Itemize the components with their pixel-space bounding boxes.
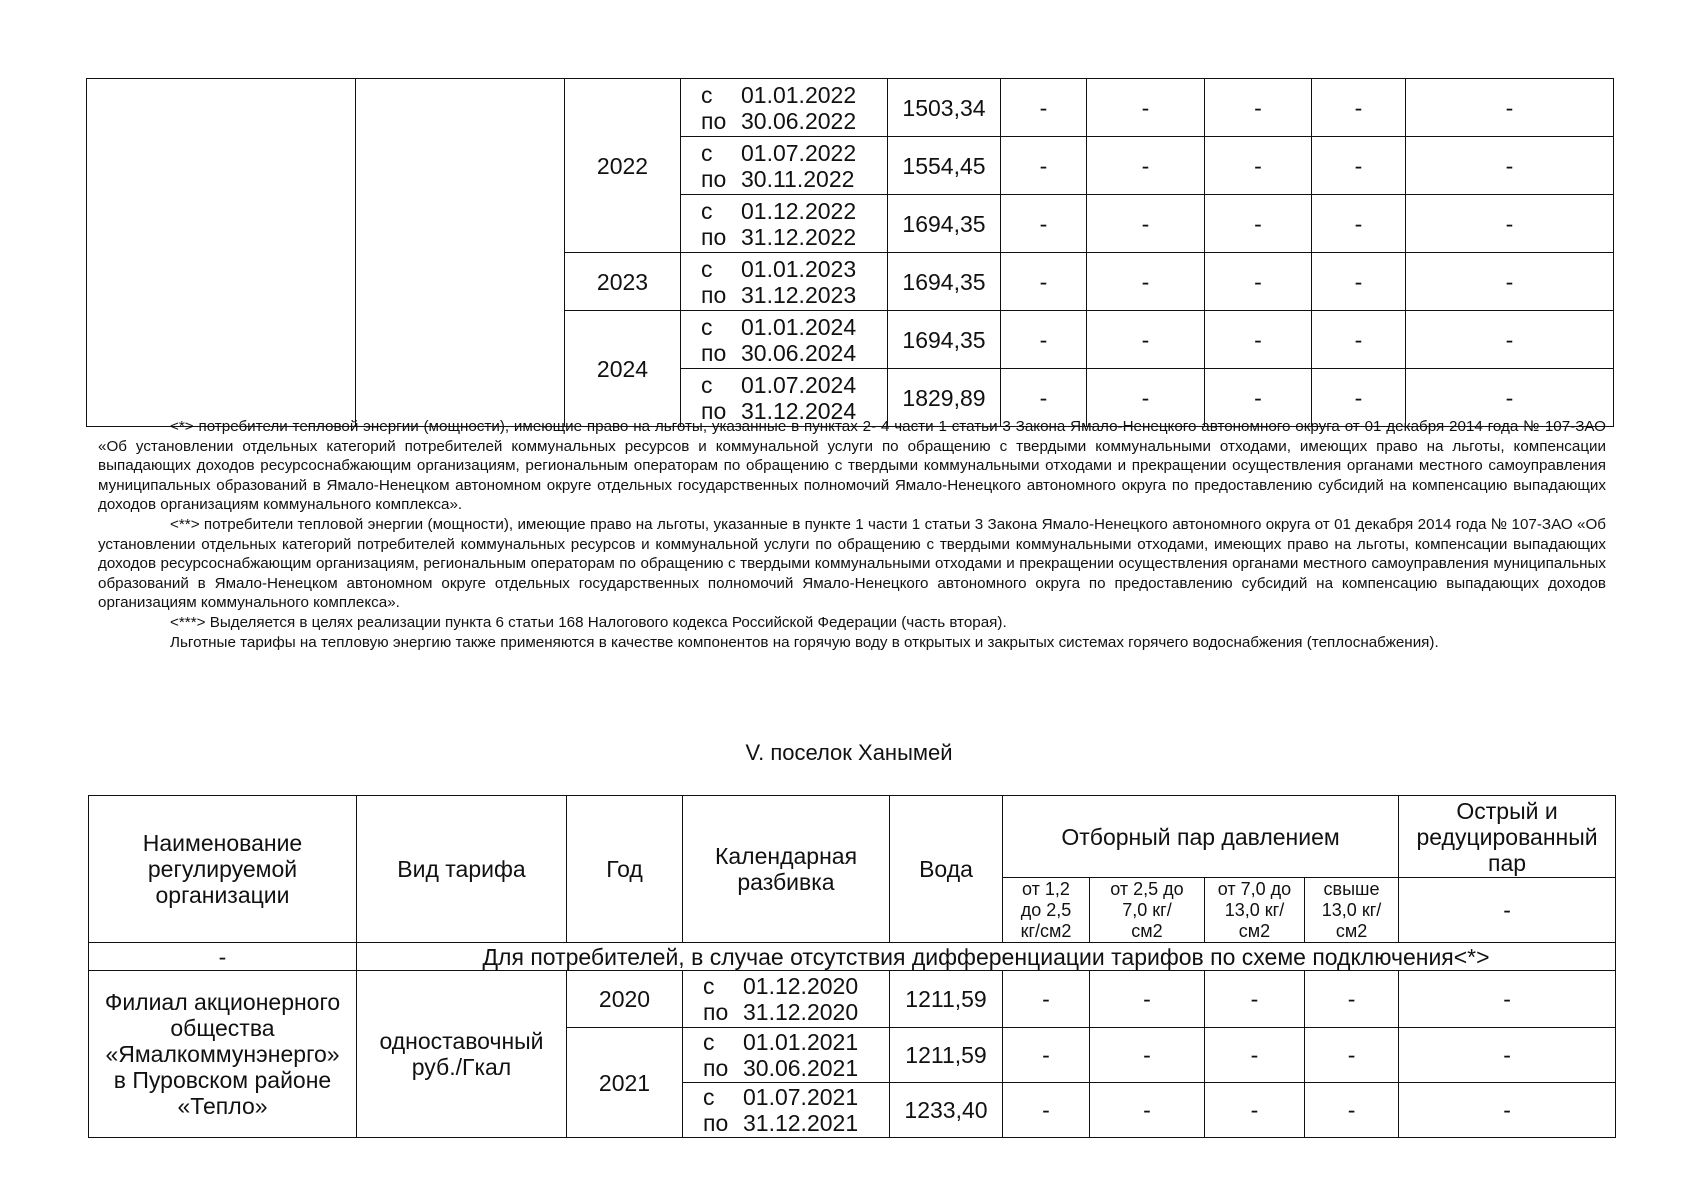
- tariff-table-khanymey: [88, 795, 1616, 1138]
- period-cell: с 01.12.2022 по 31.12.2022: [681, 195, 888, 253]
- water-cell: 1211,59: [890, 1028, 1003, 1083]
- period-cell: с 01.07.2024 по 31.12.2024: [681, 369, 888, 427]
- water-cell: 1554,45: [888, 137, 1001, 195]
- header-row: [89, 796, 1616, 878]
- dash-cell: -: [1312, 311, 1406, 369]
- dash-cell: -: [1090, 1083, 1205, 1138]
- dash-cell: -: [1406, 137, 1614, 195]
- dash-cell: -: [1399, 1083, 1616, 1138]
- dash-cell: -: [1205, 971, 1305, 1028]
- dash-cell: -: [1003, 1028, 1090, 1083]
- footnote-4: Льготные тарифы на тепловую энергию также применяются в качестве компонентов на горячую воду в открытых и закрытых системах горячего водоснабжения (теплоснабжения).: [170, 633, 1439, 651]
- tariff-type-cell: одноставочный руб./Гкал: [357, 971, 567, 1138]
- pressure-3: от 7,0 до 13,0 кг/см2: [1205, 878, 1305, 943]
- period-cell: с 01.01.2022 по 30.06.2022: [681, 79, 888, 137]
- period-cell: с 01.07.2021 по 31.12.2021: [683, 1083, 890, 1138]
- dash-cell: -: [1001, 369, 1087, 427]
- header-steam: Отборный пар давлением: [1003, 796, 1399, 878]
- footnote-1: <*> потребители тепловой энергии (мощности), имеющие право на льготы, указанные в пунктах 2- 4 части 1 статьи 3 Закона Ямало-Ненецкого автономного округа от 01 декабря 2014 года № 107-ЗАО «Об установлении отдельных категорий потребителей коммунальных ресурсов и коммунальной услуги по обращению с твердыми коммунальными отходами, имеющих право на льготы, компенсации выпадающих доходов ресурсоснабжающим организациям, региональным операторам по обращению с твердыми коммунальными отходами и прекращении осуществления органами местного самоуправления муниципальных образований в Ямало-Ненецком автономном округе отдельных государственных полномочий Ямало-Ненецкого автономного округа по предоставлению субсидий на компенсацию выпадающих доходов организациям коммунального комплекса».: [98, 418, 1606, 514]
- dash-cell: -: [89, 943, 357, 971]
- dash-cell: -: [1090, 971, 1205, 1028]
- dash-cell: -: [1003, 1083, 1090, 1138]
- org-name-cell: Филиал акционерного общества «Ямалкоммунэнерго» в Пуровском районе «Тепло»: [89, 971, 357, 1138]
- year-cell: 2023: [565, 253, 681, 311]
- dash-cell: -: [1312, 253, 1406, 311]
- dash-cell: -: [1305, 1083, 1399, 1138]
- dash-cell: -: [1087, 79, 1205, 137]
- header-year: Год: [567, 796, 683, 943]
- tariff-table-continuation: [86, 78, 1614, 427]
- dash-cell: -: [1087, 195, 1205, 253]
- dash-cell: -: [1205, 369, 1312, 427]
- dash-cell: -: [1087, 369, 1205, 427]
- footnote-2: <**> потребители тепловой энергии (мощности), имеющие право на льготы, указанные в пункте 1 части 1 статьи 3 Закона Ямало-Ненецкого автономного округа от 01 декабря 2014 года № 107-ЗАО «Об установлении отдельных категорий потребителей коммунальных ресурсов и коммунальной услуги по обращению с твердыми коммунальными отходами, имеющих право на льготы, компенсации выпадающих доходов ресурсоснабжающим организациям, региональным операторам по обращению с твердыми коммунальными отходами и прекращении осуществления органами местного самоуправления муниципальных образований в Ямало-Ненецком автономном округе отдельных государственных полномочий Ямало-Ненецкого автономного округа по предоставлению субсидий на компенсацию выпадающих доходов организациям коммунального комплекса».: [98, 515, 1606, 612]
- dash-cell: -: [1087, 137, 1205, 195]
- dash-cell: -: [1205, 1028, 1305, 1083]
- dash-cell: -: [1087, 253, 1205, 311]
- dash-cell: -: [1090, 1028, 1205, 1083]
- group-row: [89, 943, 1616, 971]
- period-cell: с 01.01.2024 по 30.06.2024: [681, 311, 888, 369]
- dash-cell: -: [1205, 137, 1312, 195]
- dash-cell: -: [1399, 971, 1616, 1028]
- period-cell: с 01.07.2022 по 30.11.2022: [681, 137, 888, 195]
- dash-cell: -: [1312, 369, 1406, 427]
- header-tariff-type: Вид тарифа: [357, 796, 567, 943]
- year-cell: 2021: [567, 1028, 683, 1138]
- period-cell: с 01.12.2020 по 31.12.2020: [683, 971, 890, 1028]
- year-cell: 2020: [567, 971, 683, 1028]
- dash-cell: -: [1399, 878, 1616, 943]
- header-water: Вода: [890, 796, 1003, 943]
- pressure-1: от 1,2 до 2,5 кг/см2: [1003, 878, 1090, 943]
- water-cell: 1829,89: [888, 369, 1001, 427]
- header-calendar: Календарная разбивка: [683, 796, 890, 943]
- dash-cell: -: [1305, 971, 1399, 1028]
- dash-cell: -: [1205, 195, 1312, 253]
- period-cell: с 01.01.2021 по 30.06.2021: [683, 1028, 890, 1083]
- dash-cell: -: [1205, 79, 1312, 137]
- dash-cell: -: [1399, 1028, 1616, 1083]
- dash-cell: -: [1406, 369, 1614, 427]
- group-row-label: Для потребителей, в случае отсутствия дифференциации тарифов по схеме подключения<*>: [357, 943, 1616, 971]
- dash-cell: -: [1205, 253, 1312, 311]
- section-title: V. поселок Ханымей: [745, 740, 953, 765]
- dash-cell: -: [1312, 195, 1406, 253]
- dash-cell: -: [1001, 311, 1087, 369]
- dash-cell: -: [1003, 971, 1090, 1028]
- dash-cell: -: [1312, 79, 1406, 137]
- dash-cell: -: [1001, 195, 1087, 253]
- dash-cell: -: [1001, 137, 1087, 195]
- dash-cell: -: [1205, 1083, 1305, 1138]
- dash-cell: -: [1087, 311, 1205, 369]
- water-cell: 1233,40: [890, 1083, 1003, 1138]
- footnotes: [98, 417, 1606, 652]
- pressure-2: от 2,5 до 7,0 кг/см2: [1090, 878, 1205, 943]
- dash-cell: -: [1001, 253, 1087, 311]
- water-cell: 1211,59: [890, 971, 1003, 1028]
- water-cell: 1694,35: [888, 195, 1001, 253]
- dash-cell: -: [1205, 311, 1312, 369]
- org-cell-empty: [87, 79, 356, 427]
- dash-cell: -: [1001, 79, 1087, 137]
- dash-cell: -: [1305, 1028, 1399, 1083]
- water-cell: 1503,34: [888, 79, 1001, 137]
- year-cell: 2022: [565, 79, 681, 253]
- table-row: [89, 971, 1616, 1028]
- dash-cell: -: [1406, 79, 1614, 137]
- water-cell: 1694,35: [888, 253, 1001, 311]
- dash-cell: -: [1406, 311, 1614, 369]
- dash-cell: -: [1406, 253, 1614, 311]
- header-org: Наименование регулируемой организации: [89, 796, 357, 943]
- footnote-3: <***> Выделяется в целях реализации пункта 6 статьи 168 Налогового кодекса Российской Федерации (часть вторая).: [170, 613, 1007, 631]
- table-row: [87, 79, 1614, 137]
- header-sharp-steam: Острый и редуцированный пар: [1399, 796, 1616, 878]
- pressure-4: свыше 13,0 кг/см2: [1305, 878, 1399, 943]
- year-cell: 2024: [565, 311, 681, 427]
- tariff-type-cell-empty: [356, 79, 565, 427]
- period-cell: с 01.01.2023 по 31.12.2023: [681, 253, 888, 311]
- water-cell: 1694,35: [888, 311, 1001, 369]
- dash-cell: -: [1312, 137, 1406, 195]
- dash-cell: -: [1406, 195, 1614, 253]
